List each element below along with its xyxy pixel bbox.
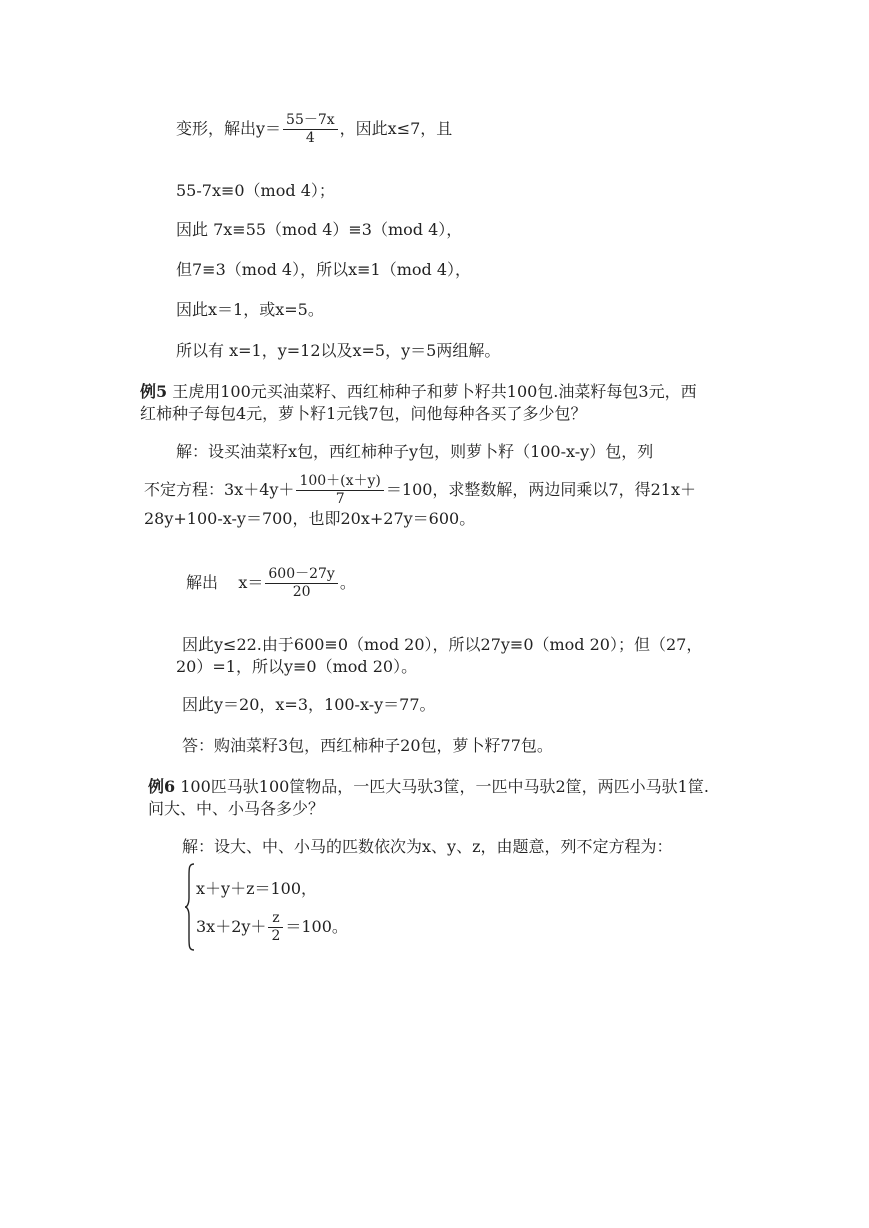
solution-5-line-5: 因此y≤22.由于600≡0（mod 20），所以27y≡0（mod 20）；但（27， — [182, 635, 703, 654]
line-transform — [176, 112, 452, 147]
example-5-text-1: 王虎用100元买油菜籽、西红柿种子和萝卜籽共100包.油菜籽每包3元，西 — [167, 382, 697, 401]
solution-5-x — [186, 566, 356, 601]
fraction-z-denominator: 2 — [271, 928, 281, 944]
fraction-equation-denominator: 7 — [335, 491, 345, 507]
equation-suffix: ＝100，求整数解，两边同乘以7，得21x＋ — [385, 480, 696, 499]
fraction-y-denominator: 4 — [305, 130, 315, 146]
solution-5-equation — [144, 473, 696, 508]
solution-6-line-1: 解：设大、中、小马的匹数依次为x、y、z，由题意，列不定方程为： — [182, 837, 673, 856]
fraction-x — [265, 566, 337, 601]
solution-5-line-6: 20）=1，所以y≡0（mod 20）。 — [176, 657, 418, 676]
solution-5-line-1: 解：设买油菜籽x包，西红柿种子y包，则萝卜籽（100-x-y）包，列 — [176, 442, 654, 461]
congruence-line-2: 因此 7x≡55（mod 4）≡3（mod 4）， — [176, 220, 463, 239]
line-transform-suffix: ，因此x≤7，且 — [339, 119, 453, 138]
solutions-summary: 所以有 x=1，y=12以及x=5，y＝5两组解。 — [176, 341, 501, 360]
example-6-text-1: 100匹马驮100筐物品，一匹大马驮3筐，一匹中马驮2筐，两匹小马驮1筐. — [175, 777, 709, 796]
fraction-x-denominator: 20 — [292, 584, 311, 600]
solve-x-suffix: 。 — [339, 573, 356, 592]
example-6-label: 例6 — [148, 777, 176, 796]
example-5-label: 例5 — [140, 382, 168, 401]
equation-prefix: 不定方程：3x＋4y＋ — [144, 480, 295, 499]
example-6-title — [148, 776, 709, 798]
solution-5-line-7: 因此y＝20，x=3，100-x-y＝77。 — [182, 695, 436, 714]
congruence-line-3: 但7≡3（mod 4），所以x≡1（mod 4）， — [176, 260, 472, 279]
system-equation-1: x＋y＋z＝100， — [196, 879, 318, 898]
example-6-text-2: 问大、中、小马各多少？ — [148, 799, 325, 818]
solve-x-prefix: 解出 x＝ — [186, 573, 264, 592]
fraction-y-numerator: 55－7x — [283, 112, 338, 130]
solution-5-answer: 答：购油菜籽3包，西红柿种子20包，萝卜籽77包。 — [182, 736, 553, 755]
system-equation-2-prefix: 3x＋2y＋ — [196, 917, 267, 936]
fraction-equation — [296, 473, 383, 508]
congruence-line-1: 55-7x≡0（mod 4）； — [176, 181, 335, 200]
system-equation-2-suffix: ＝100。 — [285, 917, 348, 936]
fraction-y — [283, 112, 338, 147]
left-brace-icon — [184, 862, 196, 952]
fraction-x-numerator: 600－27y — [265, 566, 337, 584]
solution-5-line-3: 28y+100-x-y＝700，也即20x+27y＝600。 — [144, 509, 476, 528]
fraction-z — [268, 910, 283, 945]
system-equation-2 — [196, 910, 348, 945]
example-5-text-2: 红柿种子每包4元，萝卜籽1元钱7包，问他每种各买了多少包？ — [140, 404, 587, 423]
solution-x-line: 因此x＝1，或x=5。 — [176, 300, 324, 319]
fraction-equation-numerator: 100＋(x＋y) — [296, 473, 383, 491]
example-5-title — [140, 381, 697, 403]
line-transform-prefix: 变形，解出y＝ — [176, 119, 282, 138]
fraction-z-numerator: z — [268, 910, 283, 928]
